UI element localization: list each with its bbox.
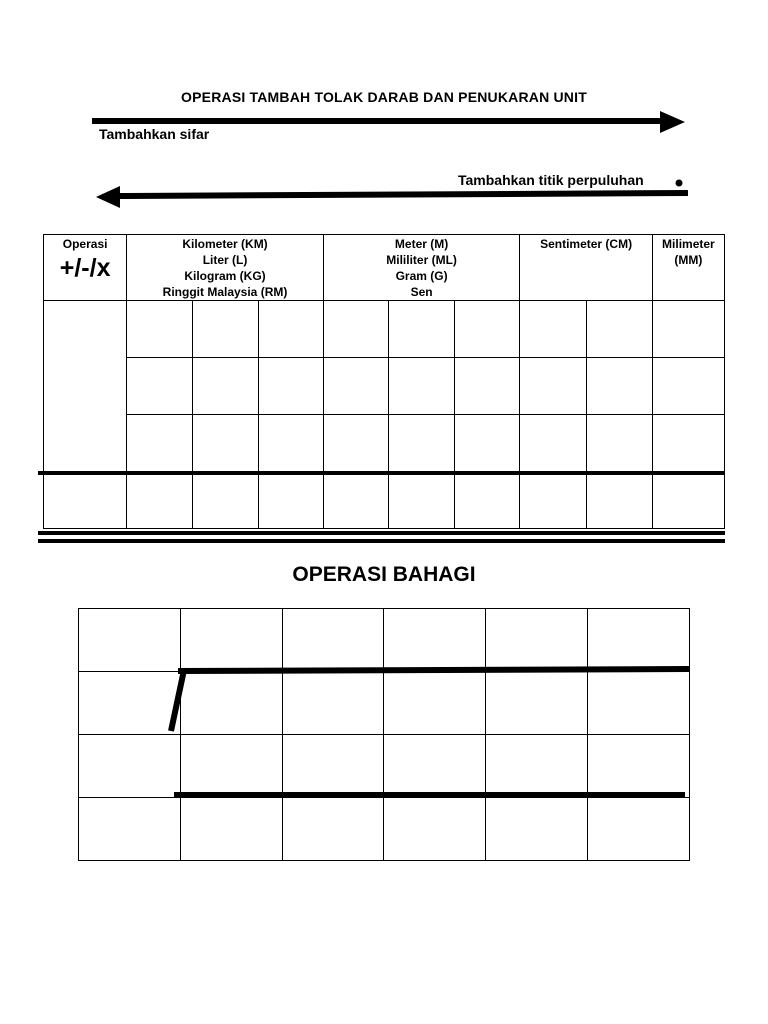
header-line: Kilometer (KM) xyxy=(182,237,268,251)
table-cell[interactable] xyxy=(323,415,388,472)
table-cell[interactable] xyxy=(193,301,258,358)
table-cell[interactable] xyxy=(323,358,388,415)
table-cell[interactable] xyxy=(455,358,520,415)
table-cell[interactable] xyxy=(652,358,724,415)
division-bar xyxy=(178,669,689,671)
table-cell[interactable] xyxy=(258,301,323,358)
division-bracket-stroke xyxy=(171,670,184,731)
table-cell[interactable] xyxy=(193,358,258,415)
table-cell[interactable] xyxy=(193,472,258,529)
table-row xyxy=(44,415,725,472)
header-line: Milimeter xyxy=(662,237,715,251)
header-km-group xyxy=(127,235,324,301)
direction-arrows xyxy=(0,0,768,230)
table-cell[interactable] xyxy=(258,415,323,472)
table-cell[interactable] xyxy=(389,472,455,529)
header-line: Gram (G) xyxy=(395,269,448,283)
division-title: OPERASI BAHAGI xyxy=(292,563,476,586)
header-line: Sen xyxy=(410,285,433,299)
table-cell[interactable] xyxy=(127,472,193,529)
header-line: Meter (M) xyxy=(394,237,449,251)
table-cell[interactable] xyxy=(127,358,193,415)
table-cell[interactable] xyxy=(520,415,586,472)
header-line: Liter (L) xyxy=(202,253,248,267)
header-cm-group xyxy=(520,235,652,301)
header-mm-group xyxy=(652,235,724,301)
table-cell[interactable] xyxy=(586,358,652,415)
table-cell[interactable] xyxy=(520,472,586,529)
header-line: Sentimeter (CM) xyxy=(540,237,633,251)
table-header-row xyxy=(44,235,725,301)
table-cell[interactable] xyxy=(389,358,455,415)
table-cell[interactable] xyxy=(127,415,193,472)
total-rule-bottom-1 xyxy=(38,531,725,535)
header-m-group xyxy=(323,235,520,301)
header-line: Mililiter (ML) xyxy=(386,253,457,267)
table-cell[interactable] xyxy=(455,472,520,529)
table-cell[interactable] xyxy=(455,415,520,472)
table-cell[interactable] xyxy=(127,301,193,358)
operation-cell[interactable] xyxy=(44,301,127,472)
add-zero-label: Tambahkan sifar xyxy=(99,126,210,142)
table-cell[interactable] xyxy=(193,415,258,472)
table-cell[interactable] xyxy=(586,472,652,529)
total-rule-top xyxy=(38,471,725,475)
table-cell[interactable] xyxy=(586,415,652,472)
table-cell[interactable] xyxy=(323,301,388,358)
table-cell[interactable] xyxy=(323,472,388,529)
table-cell[interactable] xyxy=(520,301,586,358)
table-cell[interactable] xyxy=(258,358,323,415)
table-cell[interactable] xyxy=(258,472,323,529)
table-cell[interactable] xyxy=(389,415,455,472)
table-cell[interactable] xyxy=(520,358,586,415)
decimal-point-dot xyxy=(676,180,683,187)
division-bracket xyxy=(0,600,768,810)
table-cell[interactable] xyxy=(455,301,520,358)
header-line: (MM) xyxy=(674,253,703,267)
header-line: Kilogram (KG) xyxy=(184,269,266,283)
unit-conversion-table xyxy=(43,234,725,529)
table-cell[interactable] xyxy=(44,472,127,529)
table-cell[interactable] xyxy=(652,472,724,529)
left-arrow-shaft xyxy=(118,193,688,196)
operation-symbols: +/-/x xyxy=(59,254,111,282)
table-cell[interactable] xyxy=(389,301,455,358)
answer-row xyxy=(44,472,725,529)
add-decimal-point-label: Tambahkan titik perpuluhan xyxy=(458,172,644,188)
operation-header: Operasi xyxy=(62,237,108,251)
operation-header-cell xyxy=(44,235,127,301)
header-line: Ringgit Malaysia (RM) xyxy=(162,285,288,299)
table-cell[interactable] xyxy=(652,301,724,358)
right-arrow-head xyxy=(660,111,685,133)
table-row xyxy=(44,301,725,358)
table-cell[interactable] xyxy=(586,301,652,358)
left-arrow-head xyxy=(96,186,120,208)
table-row xyxy=(44,358,725,415)
table-cell[interactable] xyxy=(652,415,724,472)
page-title: OPERASI TAMBAH TOLAK DARAB DAN PENUKARAN UNIT xyxy=(181,89,587,105)
total-rule-bottom-2 xyxy=(38,539,725,543)
